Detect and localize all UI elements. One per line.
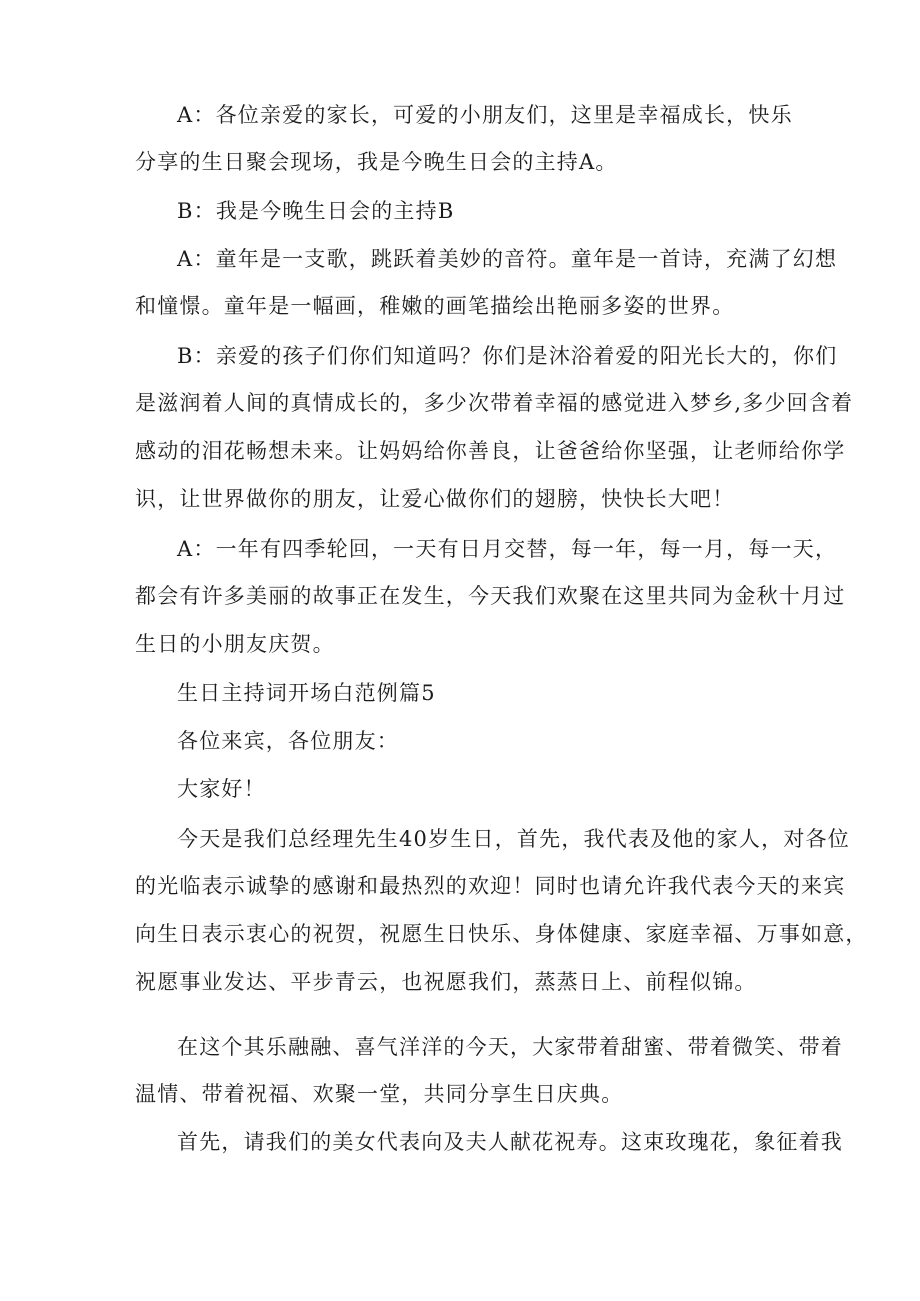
paragraph-line: A：童年是一支歌，跳跃着美妙的音符。童年是一首诗，充满了幻想	[177, 247, 838, 271]
paragraph-line: 感动的泪花畅想未来。让妈妈给你善良，让爸爸给你坚强，让老师给你学	[135, 439, 846, 463]
paragraph-line: 分享的生日聚会现场，我是今晚生日会的主持A。	[135, 150, 618, 174]
paragraph-line: A：一年有四季轮回，一天有日月交替，每一年，每一月，每一天，	[177, 537, 838, 561]
paragraph-line: 是滋润着人间的真情成长的，多少次带着幸福的感觉进入梦乡,多少回含着	[135, 391, 854, 415]
paragraph-line: 和憧憬。童年是一幅画，稚嫩的画笔描绘出艳丽多姿的世界。	[135, 294, 735, 318]
paragraph-line: 的光临表示诚挚的感谢和最热烈的欢迎！同时也请允许我代表今天的来宾	[135, 874, 846, 898]
paragraph-line: 生日的小朋友庆贺。	[135, 632, 335, 656]
paragraph-line: 首先，请我们的美女代表向及夫人献花祝寿。这束玫瑰花，象征着我	[177, 1130, 843, 1154]
paragraph-line: 温情、带着祝福、欢聚一堂，共同分享生日庆典。	[135, 1082, 624, 1106]
paragraph-line: B：亲爱的孩子们你们知道吗？你们是沐浴着爱的阳光长大的，你们	[177, 344, 838, 368]
paragraph-line: A：各位亲爱的家长，可爱的小朋友们，这里是幸福成长，快乐	[177, 103, 793, 127]
paragraph-line: 各位来宾，各位朋友：	[177, 729, 399, 753]
paragraph-line: 都会有许多美丽的故事正在发生，今天我们欢聚在这里共同为金秋十月过	[135, 584, 846, 608]
section-heading: 生日主持词开场白范例篇5	[177, 681, 436, 705]
paragraph-line: 向生日表示衷心的祝贺，祝愿生日快乐、身体健康、家庭幸福、万事如意，	[135, 922, 868, 946]
paragraph-line: 大家好！	[177, 777, 266, 801]
paragraph-line: 识，让世界做你的朋友，让爱心做你们的翅膀，快快长大吧！	[135, 487, 735, 511]
paragraph-line: B：我是今晚生日会的主持B	[177, 199, 455, 223]
paragraph-line: 在这个其乐融融、喜气洋洋的今天，大家带着甜蜜、带着微笑、带着	[177, 1035, 843, 1059]
paragraph-line: 今天是我们总经理先生40岁生日，首先，我代表及他的家人，对各位	[177, 827, 850, 851]
paragraph-line: 祝愿事业发达、平步青云，也祝愿我们，蒸蒸日上、前程似锦。	[135, 970, 757, 994]
